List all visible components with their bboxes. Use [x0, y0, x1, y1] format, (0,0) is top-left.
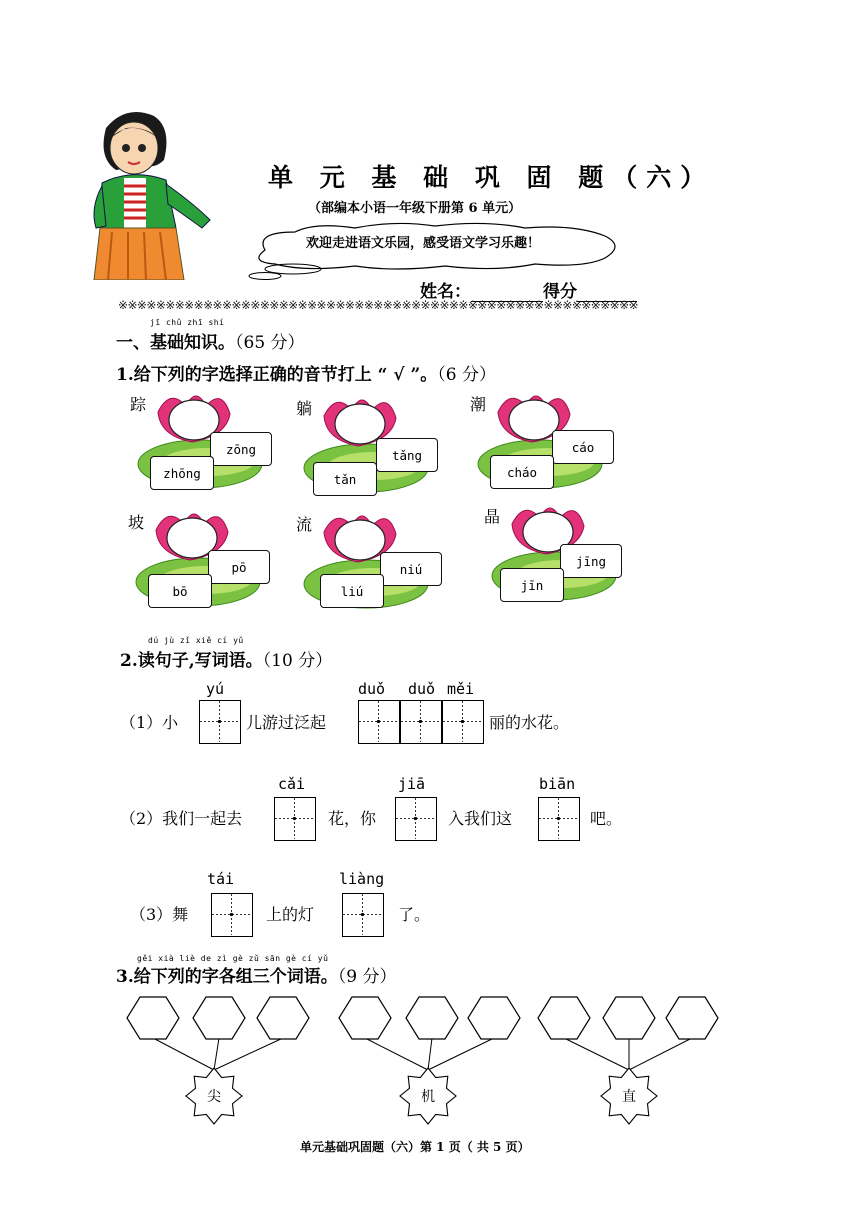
pinyin-option-a[interactable]: zōng [210, 432, 272, 466]
answer-hexagon[interactable] [339, 997, 391, 1039]
tian-box[interactable] [211, 893, 253, 937]
s2-pinyin-1: cǎi [278, 775, 306, 793]
s2-num: （2）我们一起去 [120, 809, 243, 828]
pinyin-option-a[interactable]: tǎng [376, 438, 438, 472]
connector-line [214, 1038, 283, 1070]
s2-mid2: 入我们这 [448, 809, 513, 828]
pinyin-option-b[interactable]: tǎn [313, 462, 377, 496]
q2-pinyin: dú jù zǐ xiě cí yǔ [148, 636, 244, 645]
q1-label: 1.给下列的字选择正确的音节打上 “ √ ”。 [116, 365, 438, 385]
s3-mid: 上的灯 [266, 905, 315, 924]
pinyin-option-b[interactable]: cháo [490, 455, 554, 489]
answer-hexagon[interactable] [193, 997, 245, 1039]
flower-character: 坡 [128, 513, 145, 532]
s1-mid: 儿游过泛起 [246, 713, 327, 732]
s3-pinyin-2: liàng [339, 870, 385, 888]
connector-line [153, 1038, 214, 1070]
connector-line [365, 1038, 428, 1070]
s2-mid1: 花，你 [328, 809, 377, 828]
tian-box[interactable] [274, 797, 316, 841]
flower-character: 潮 [470, 395, 487, 414]
s2-pinyin-3: biān [539, 775, 576, 793]
tian-box[interactable] [400, 700, 442, 744]
connector-line [428, 1038, 494, 1070]
tian-box[interactable] [442, 700, 484, 744]
section1-pinyin: jī chǔ zhī shí [150, 318, 225, 327]
connector-line [214, 1038, 219, 1070]
answer-hexagon[interactable] [257, 997, 309, 1039]
group-character: 尖 [207, 1089, 221, 1105]
q3-label: 3.给下列的字各组三个词语。 [116, 967, 338, 987]
flower-character: 晶 [484, 507, 501, 526]
tian-box[interactable] [395, 797, 437, 841]
connector-line [428, 1038, 432, 1070]
tian-box[interactable] [538, 797, 580, 841]
s1-pinyin-4: měi [447, 680, 475, 698]
connector-line [564, 1038, 629, 1070]
tian-box[interactable] [199, 700, 241, 744]
tian-box[interactable] [358, 700, 400, 744]
answer-hexagon[interactable] [538, 997, 590, 1039]
divider-line: ※※※※※※※※※※※※※※※※※※※※※※※※※※※※※※※※※※※※※※※※※※※※※※※※※※※※※※※ [118, 298, 639, 312]
tian-box[interactable] [342, 893, 384, 937]
pinyin-option-b[interactable]: jīn [500, 568, 564, 602]
s1-pinyin-2: duǒ [358, 680, 386, 698]
pinyin-option-b[interactable]: liú [320, 574, 384, 608]
flower-character: 躺 [296, 399, 313, 418]
pinyin-option-a[interactable]: jīng [560, 544, 622, 578]
q2-points: （10 分） [262, 651, 333, 671]
pinyin-option-a[interactable]: cáo [552, 430, 614, 464]
answer-hexagon[interactable] [666, 997, 718, 1039]
section1-label: 一、基础知识。 [116, 333, 235, 353]
group-character: 机 [421, 1089, 435, 1105]
q3-pinyin: gěi xià liè de zì gè zǔ sān gè cí yǔ [137, 954, 329, 963]
q1-points: （6 分） [437, 365, 496, 385]
pinyin-option-b[interactable]: bō [148, 574, 212, 608]
welcome-text: 欢迎走进语文乐园，感受语文学习乐趣！ [306, 236, 541, 251]
s1-pinyin-3: duǒ [408, 680, 436, 698]
q1-heading [116, 360, 496, 385]
s2-end: 吧。 [590, 809, 623, 828]
flower-character: 流 [296, 515, 313, 534]
answer-hexagon[interactable] [406, 997, 458, 1039]
answer-hexagon[interactable] [603, 997, 655, 1039]
s3-end: 了。 [398, 905, 431, 924]
flower-character: 踪 [130, 395, 147, 414]
section1-heading [116, 328, 305, 353]
s1-num: （1）小 [120, 713, 179, 732]
score-label: 得分 [543, 282, 577, 302]
girl-illustration [76, 108, 216, 280]
s2-pinyin-2: jiā [398, 775, 426, 793]
s1-pinyin-1: yú [206, 680, 225, 698]
s3-pinyin-1: tái [207, 870, 235, 888]
answer-hexagon[interactable] [127, 997, 179, 1039]
s3-num: （3）舞 [130, 905, 189, 924]
pinyin-option-b[interactable]: zhōng [150, 456, 214, 490]
q2-heading [120, 646, 332, 671]
word-tree-diagrams [0, 990, 860, 1125]
name-label: 姓名： [420, 282, 471, 302]
pinyin-option-a[interactable]: pō [208, 550, 270, 584]
answer-hexagon[interactable] [468, 997, 520, 1039]
section1-points: （65 分） [235, 333, 305, 353]
q2-label: 2.读句子,写词语。 [120, 651, 263, 671]
page-subtitle: （部编本小语一年级下册第 6 单元） [308, 201, 522, 216]
group-character: 直 [622, 1089, 636, 1105]
q3-heading [116, 962, 396, 987]
page-title: 单 元 基 础 巩 固 题（六） [268, 163, 715, 192]
pinyin-option-a[interactable]: niú [380, 552, 442, 586]
s1-end: 丽的水花。 [489, 713, 570, 732]
q3-points: （9 分） [337, 967, 397, 987]
connector-line [629, 1038, 692, 1070]
page-footer: 单元基础巩固题（六）第 1 页（ 共 5 页） [300, 1140, 530, 1154]
